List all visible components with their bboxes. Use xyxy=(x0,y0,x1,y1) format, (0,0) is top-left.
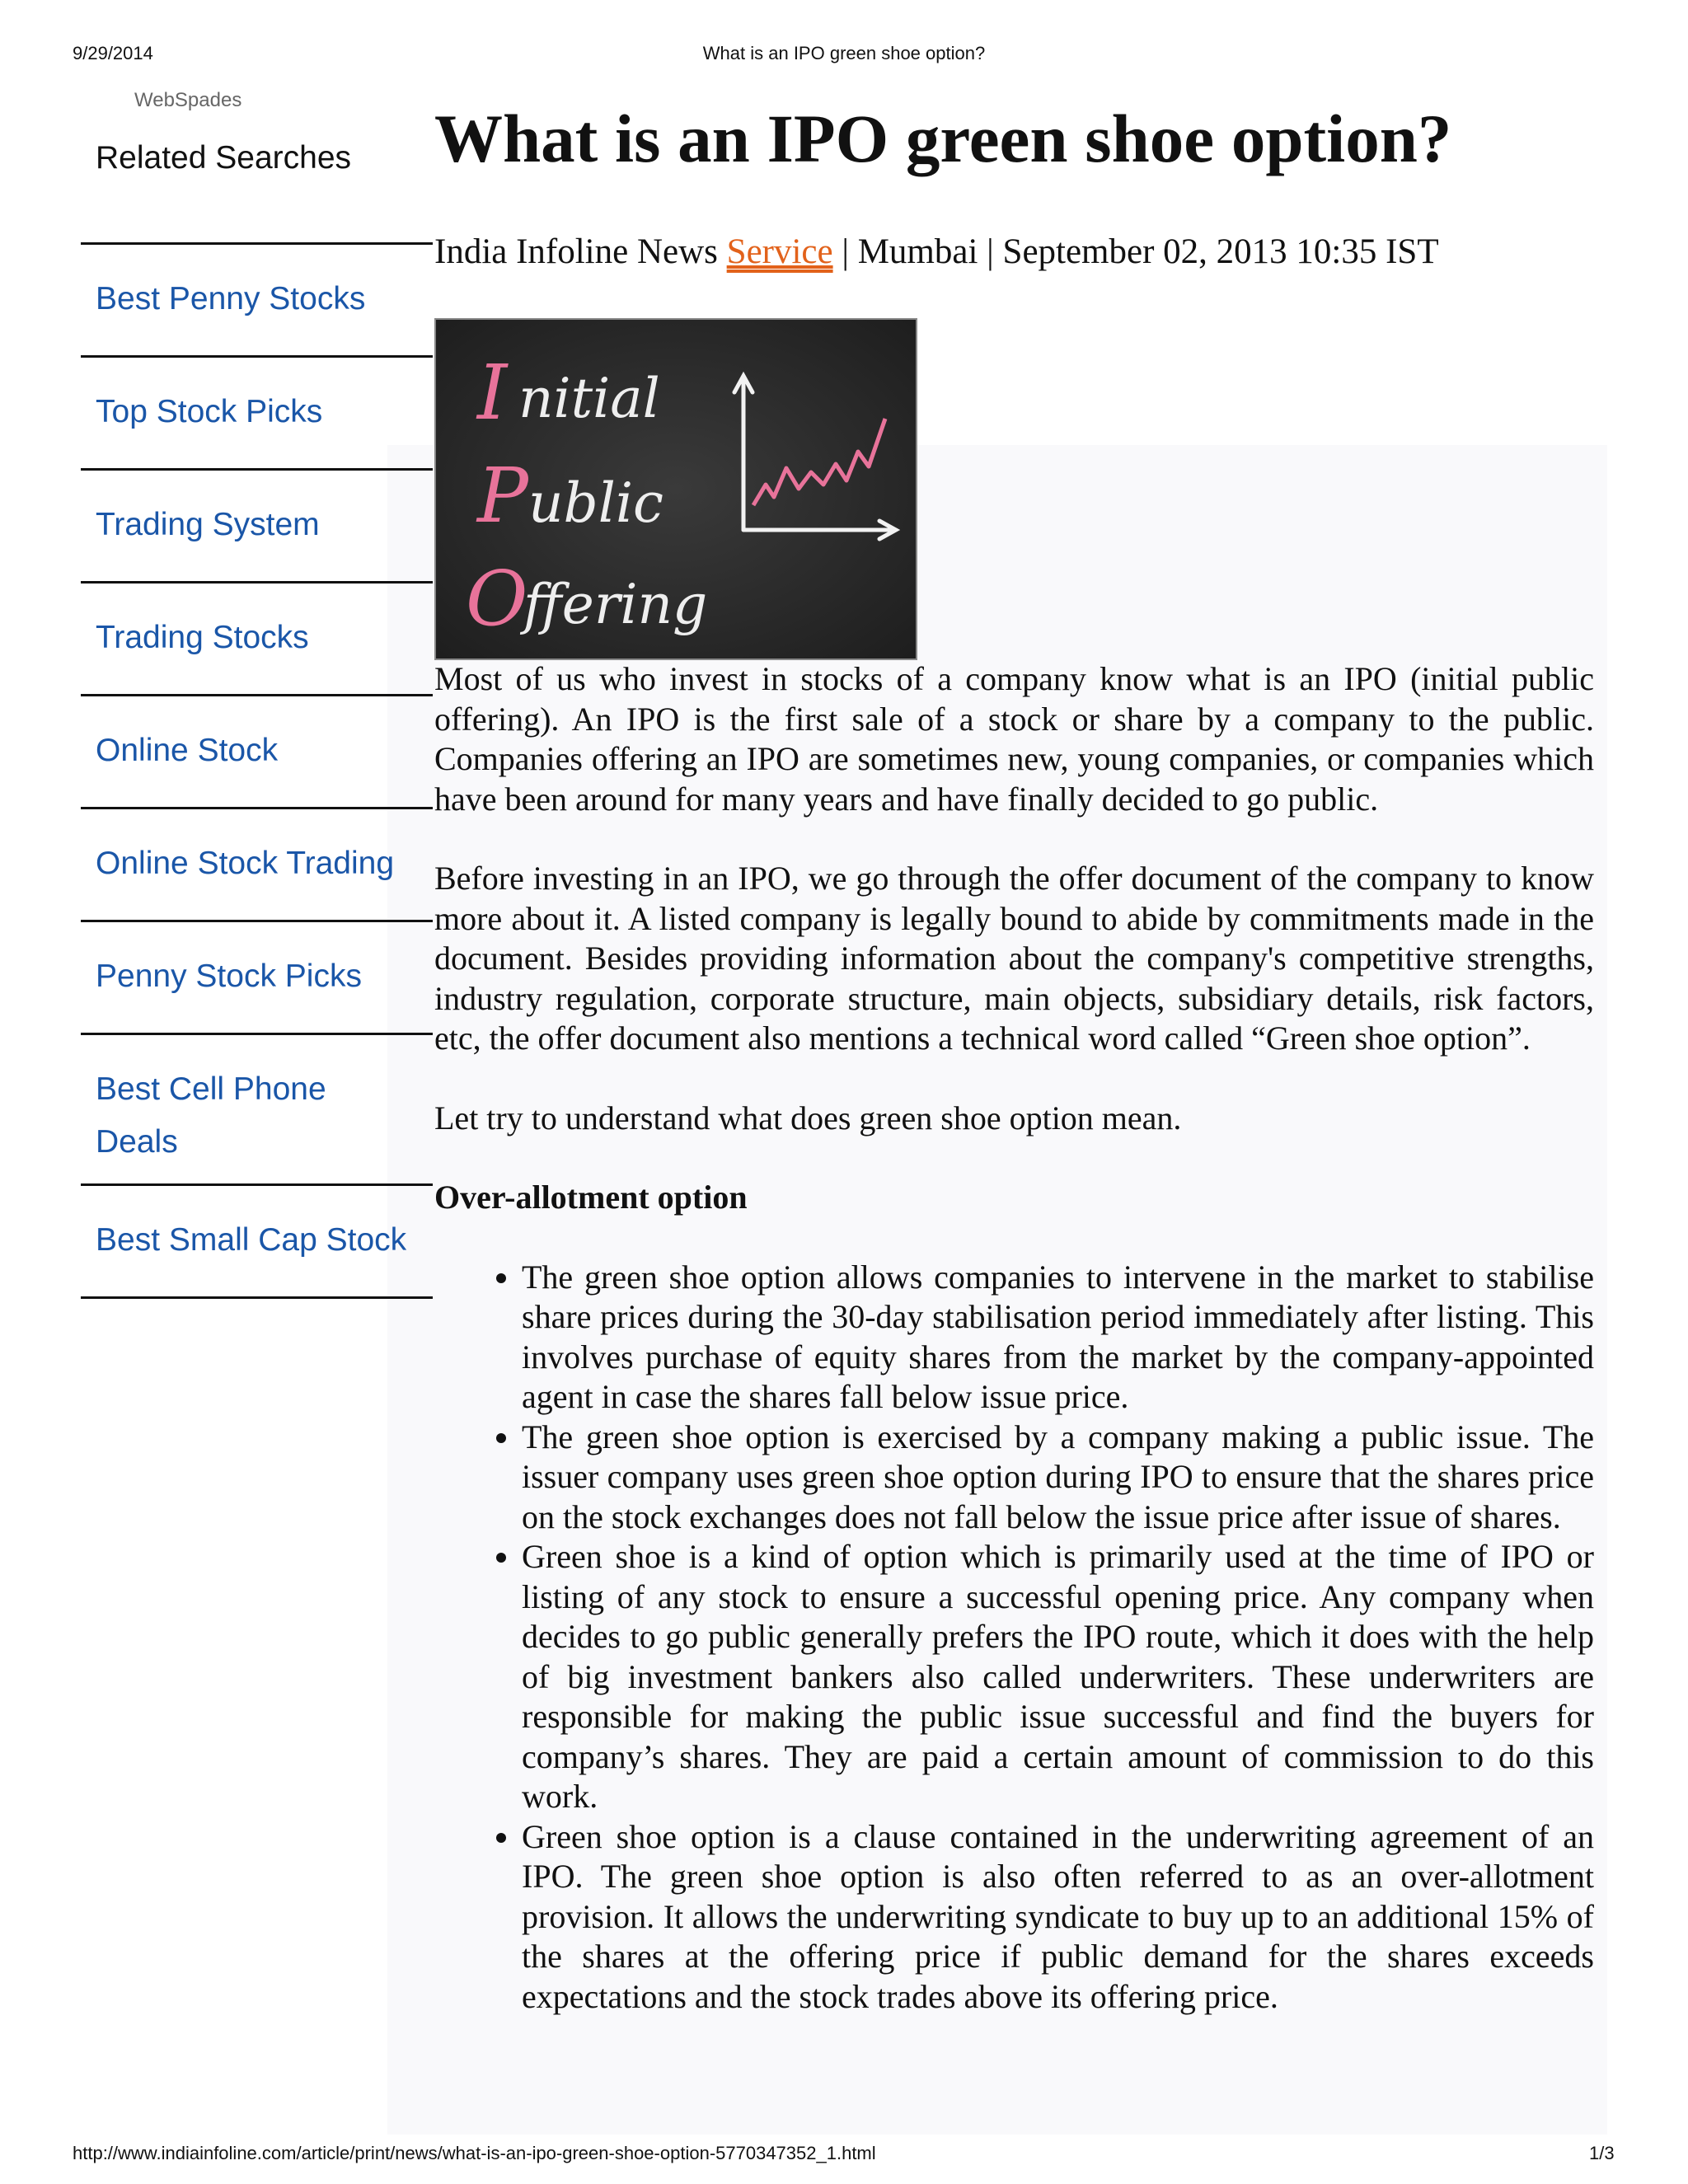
paragraph-offer-document: Before investing in an IPO, we go through the offer document of the company to know more about it. A listed company is legally bound to abide by commitments made in the document. Besides providing information about the company's competitive strengths, industry regulation, corporate structure, main objects, subsidiary details, risk factors, etc, the offer document also mentions a technical word called “Green shoe option”. xyxy=(434,860,1594,1057)
ipo-chalkboard-image xyxy=(434,318,917,660)
related-link-penny-stock-picks[interactable] xyxy=(81,922,433,1035)
chalk-initial-letter-p: P xyxy=(477,452,528,540)
article-body xyxy=(434,659,1594,2017)
chalkboard-illustration xyxy=(436,320,916,658)
chalk-word-offering: ffering xyxy=(523,573,708,636)
byline-meta: | Mumbai | September 02, 2013 10:35 IST xyxy=(832,232,1439,271)
bullet-list xyxy=(434,1258,1594,2018)
chalk-initial-letter-i: I xyxy=(477,349,508,437)
related-link-best-penny-stocks[interactable] xyxy=(81,245,433,358)
related-link-label: Online Stock xyxy=(96,733,279,768)
related-searches-heading: Related Searches xyxy=(96,140,352,176)
bullet-item: • The green shoe option allows companies to intervene in the market to stabilise share prices during the 30-day stabilisation period immediately after listing. This involves purchase of equity shares from the market by the company-appointed agent in case the shares fall below issue price. xyxy=(522,1258,1594,1418)
related-link-label-line2: Deals xyxy=(96,1124,178,1160)
print-date: 9/29/2014 xyxy=(73,43,153,63)
byline-source: India Infoline News xyxy=(434,232,727,271)
brand-label: WebSpades xyxy=(134,89,242,111)
related-link-label: Best Small Cap Stock xyxy=(96,1222,407,1258)
article-title: What is an IPO green shoe option? xyxy=(434,101,1452,176)
chalk-word-public: ublic xyxy=(528,471,663,535)
paragraph-intro: Most of us who invest in stocks of a company know what is an IPO (initial public offering). An IPO is the first sale of a stock or share by a company to the public. Companies offering an IPO are sometimes new, young companies, or companies which have been around for many years and have finally decided to go public. xyxy=(434,660,1594,818)
bullet-item: • The green shoe option is exercised by a company making a public issue. The issuer company uses green shoe option during IPO to ensure that the shares price on the stock exchanges does not fall below the issue price after issue of shares. xyxy=(522,1418,1594,1538)
bullet-item: • Green shoe is a kind of option which is primarily used at the time of IPO or listing of any stock to ensure a successful opening price. Any company when decides to go public generally prefers the IPO route, which it does with the help of big investment bankers also called underwriters. These underwriters are responsible for making the public issue successful and find the buyers for company’s shares. They are paid a certain amount of commission to do this work. xyxy=(522,1537,1594,1817)
related-link-label: Top Stock Picks xyxy=(96,394,323,429)
byline xyxy=(434,229,1439,275)
print-header xyxy=(0,43,1688,68)
related-link-label: Best Penny Stocks xyxy=(96,281,366,316)
bullet-item: • Green shoe option is a clause contained in the underwriting agreement of an IPO. The green shoe option is also often referred to as an over-allotment provision. It allows the underwriting syndicate to buy up to an additional 15% of the shares at the offering price if public demand for the shares exceeds expectations and the stock trades above its offering price. xyxy=(522,1817,1594,2018)
article xyxy=(434,97,1597,2015)
print-url[interactable]: http://www.indiainfoline.com/article/print/news/what-is-an-ipo-green-shoe-option-5770347352_1.html xyxy=(73,2143,876,2163)
related-link-trading-system[interactable] xyxy=(81,471,433,583)
related-link-best-small-cap-stock[interactable] xyxy=(81,1186,433,1299)
section-heading: Over-allotment option xyxy=(434,1179,748,1216)
paragraph-lead-in: Let try to understand what does green shoe option mean. xyxy=(434,1099,1182,1137)
print-page-number: 1/3 xyxy=(1589,2143,1615,2163)
related-link-online-stock-trading[interactable] xyxy=(81,809,433,922)
related-link-best-cell-phone-deals[interactable] xyxy=(81,1035,433,1186)
related-link-top-stock-picks[interactable] xyxy=(81,358,433,471)
chalk-initial-letter-o: O xyxy=(466,555,528,643)
related-link-label: Penny Stock Picks xyxy=(96,958,362,994)
byline-service-link[interactable]: Service xyxy=(726,232,833,271)
related-link-label: Trading Stocks xyxy=(96,620,309,655)
related-link-label: Online Stock Trading xyxy=(96,846,395,881)
print-title: What is an IPO green shoe option? xyxy=(702,43,986,63)
related-link-trading-stocks[interactable] xyxy=(81,583,433,696)
related-link-online-stock[interactable] xyxy=(81,696,433,809)
related-searches-list xyxy=(81,242,433,1299)
chalk-word-initial: nitial xyxy=(518,367,660,430)
related-link-label-line1: Best Cell Phone xyxy=(96,1071,326,1107)
related-link-label: Trading System xyxy=(96,507,320,542)
